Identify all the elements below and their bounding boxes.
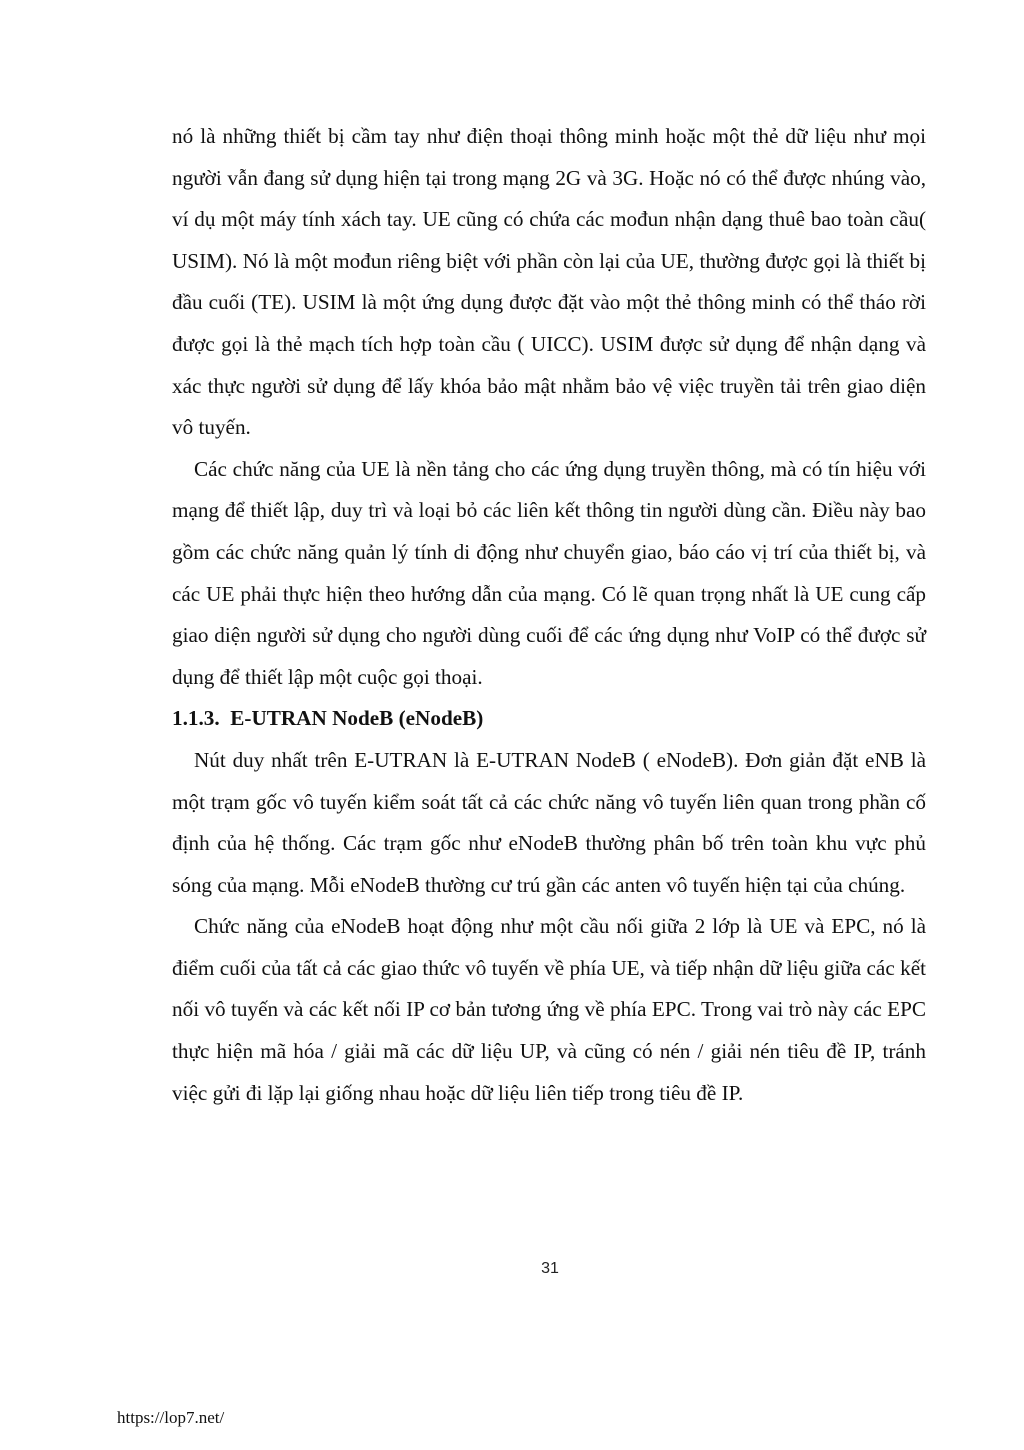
section-heading: 1.1.3. E-UTRAN NodeB (eNodeB) (172, 706, 484, 731)
page-number: 31 (541, 1260, 559, 1277)
paragraph-ue-devices: nó là những thiết bị cầm tay như điện thoại thông minh hoặc một thẻ dữ liệu như mọi người vẫn đang sử dụng hiện tại trong mạng 2G và 3G. Hoặc nó có thể được nhúng vào, ví dụ một máy tính xách tay. UE cũng có chứa các mođun nhận dạng thuê bao toàn cầu( USIM). Nó là một mođun riêng biệt với phần còn lại của UE, thường được gọi là thiết bị đầu cuối (TE). USIM là một ứng dụng được đặt vào một thẻ thông minh có thể tháo rời được gọi là thẻ mạch tích hợp toàn cầu ( UICC). USIM được sử dụng để nhận dạng và xác thực người sử dụng để lấy khóa bảo mật nhằm bảo vệ việc truyền tải trên giao diện vô tuyến. (172, 124, 926, 440)
paragraph-enodeb-intro: Nút duy nhất trên E-UTRAN là E-UTRAN NodeB ( eNodeB). Đơn giản đặt eNB là một trạm gốc vô tuyến kiểm soát tất cả các chức năng vô tuyến liên quan trong phần cố định của hệ thống. Các trạm gốc như eNodeB thường phân bố trên toàn khu vực phủ sóng của mạng. Mỗi eNodeB thường cư trú gần các anten vô tuyến hiện tại của chúng. (172, 747, 926, 897)
document-body (172, 116, 926, 1114)
paragraph-enodeb-functions: Chức năng của eNodeB hoạt động như một cầu nối giữa 2 lớp là UE và EPC, nó là điểm cuối của tất cả các giao thức vô tuyến về phía UE, và tiếp nhận dữ liệu giữa các kết nối vô tuyến và các kết nối IP cơ bản tương ứng về phía EPC. Trong vai trò này các EPC thực hiện mã hóa / giải mã các dữ liệu UP, và cũng có nén / giải nén tiêu đề IP, tránh việc gửi đi lặp lại giống nhau hoặc dữ liệu liên tiếp trong tiêu đề IP. (172, 914, 926, 1105)
footer-link[interactable]: https://lop7.net/ (117, 1408, 225, 1427)
paragraph-ue-functions: Các chức năng của UE là nền tảng cho các ứng dụng truyền thông, mà có tín hiệu với mạng để thiết lập, duy trì và loại bỏ các liên kết thông tin người dùng cần. Điều này bao gồm các chức năng quản lý tính di động như chuyển giao, báo cáo vị trí của thiết bị, và các UE phải thực hiện theo hướng dẫn của mạng. Có lẽ quan trọng nhất là UE cung cấp giao diện người sử dụng cho người dùng cuối để các ứng dụng như VoIP có thể được sử dụng để thiết lập một cuộc gọi thoại. (172, 456, 926, 689)
